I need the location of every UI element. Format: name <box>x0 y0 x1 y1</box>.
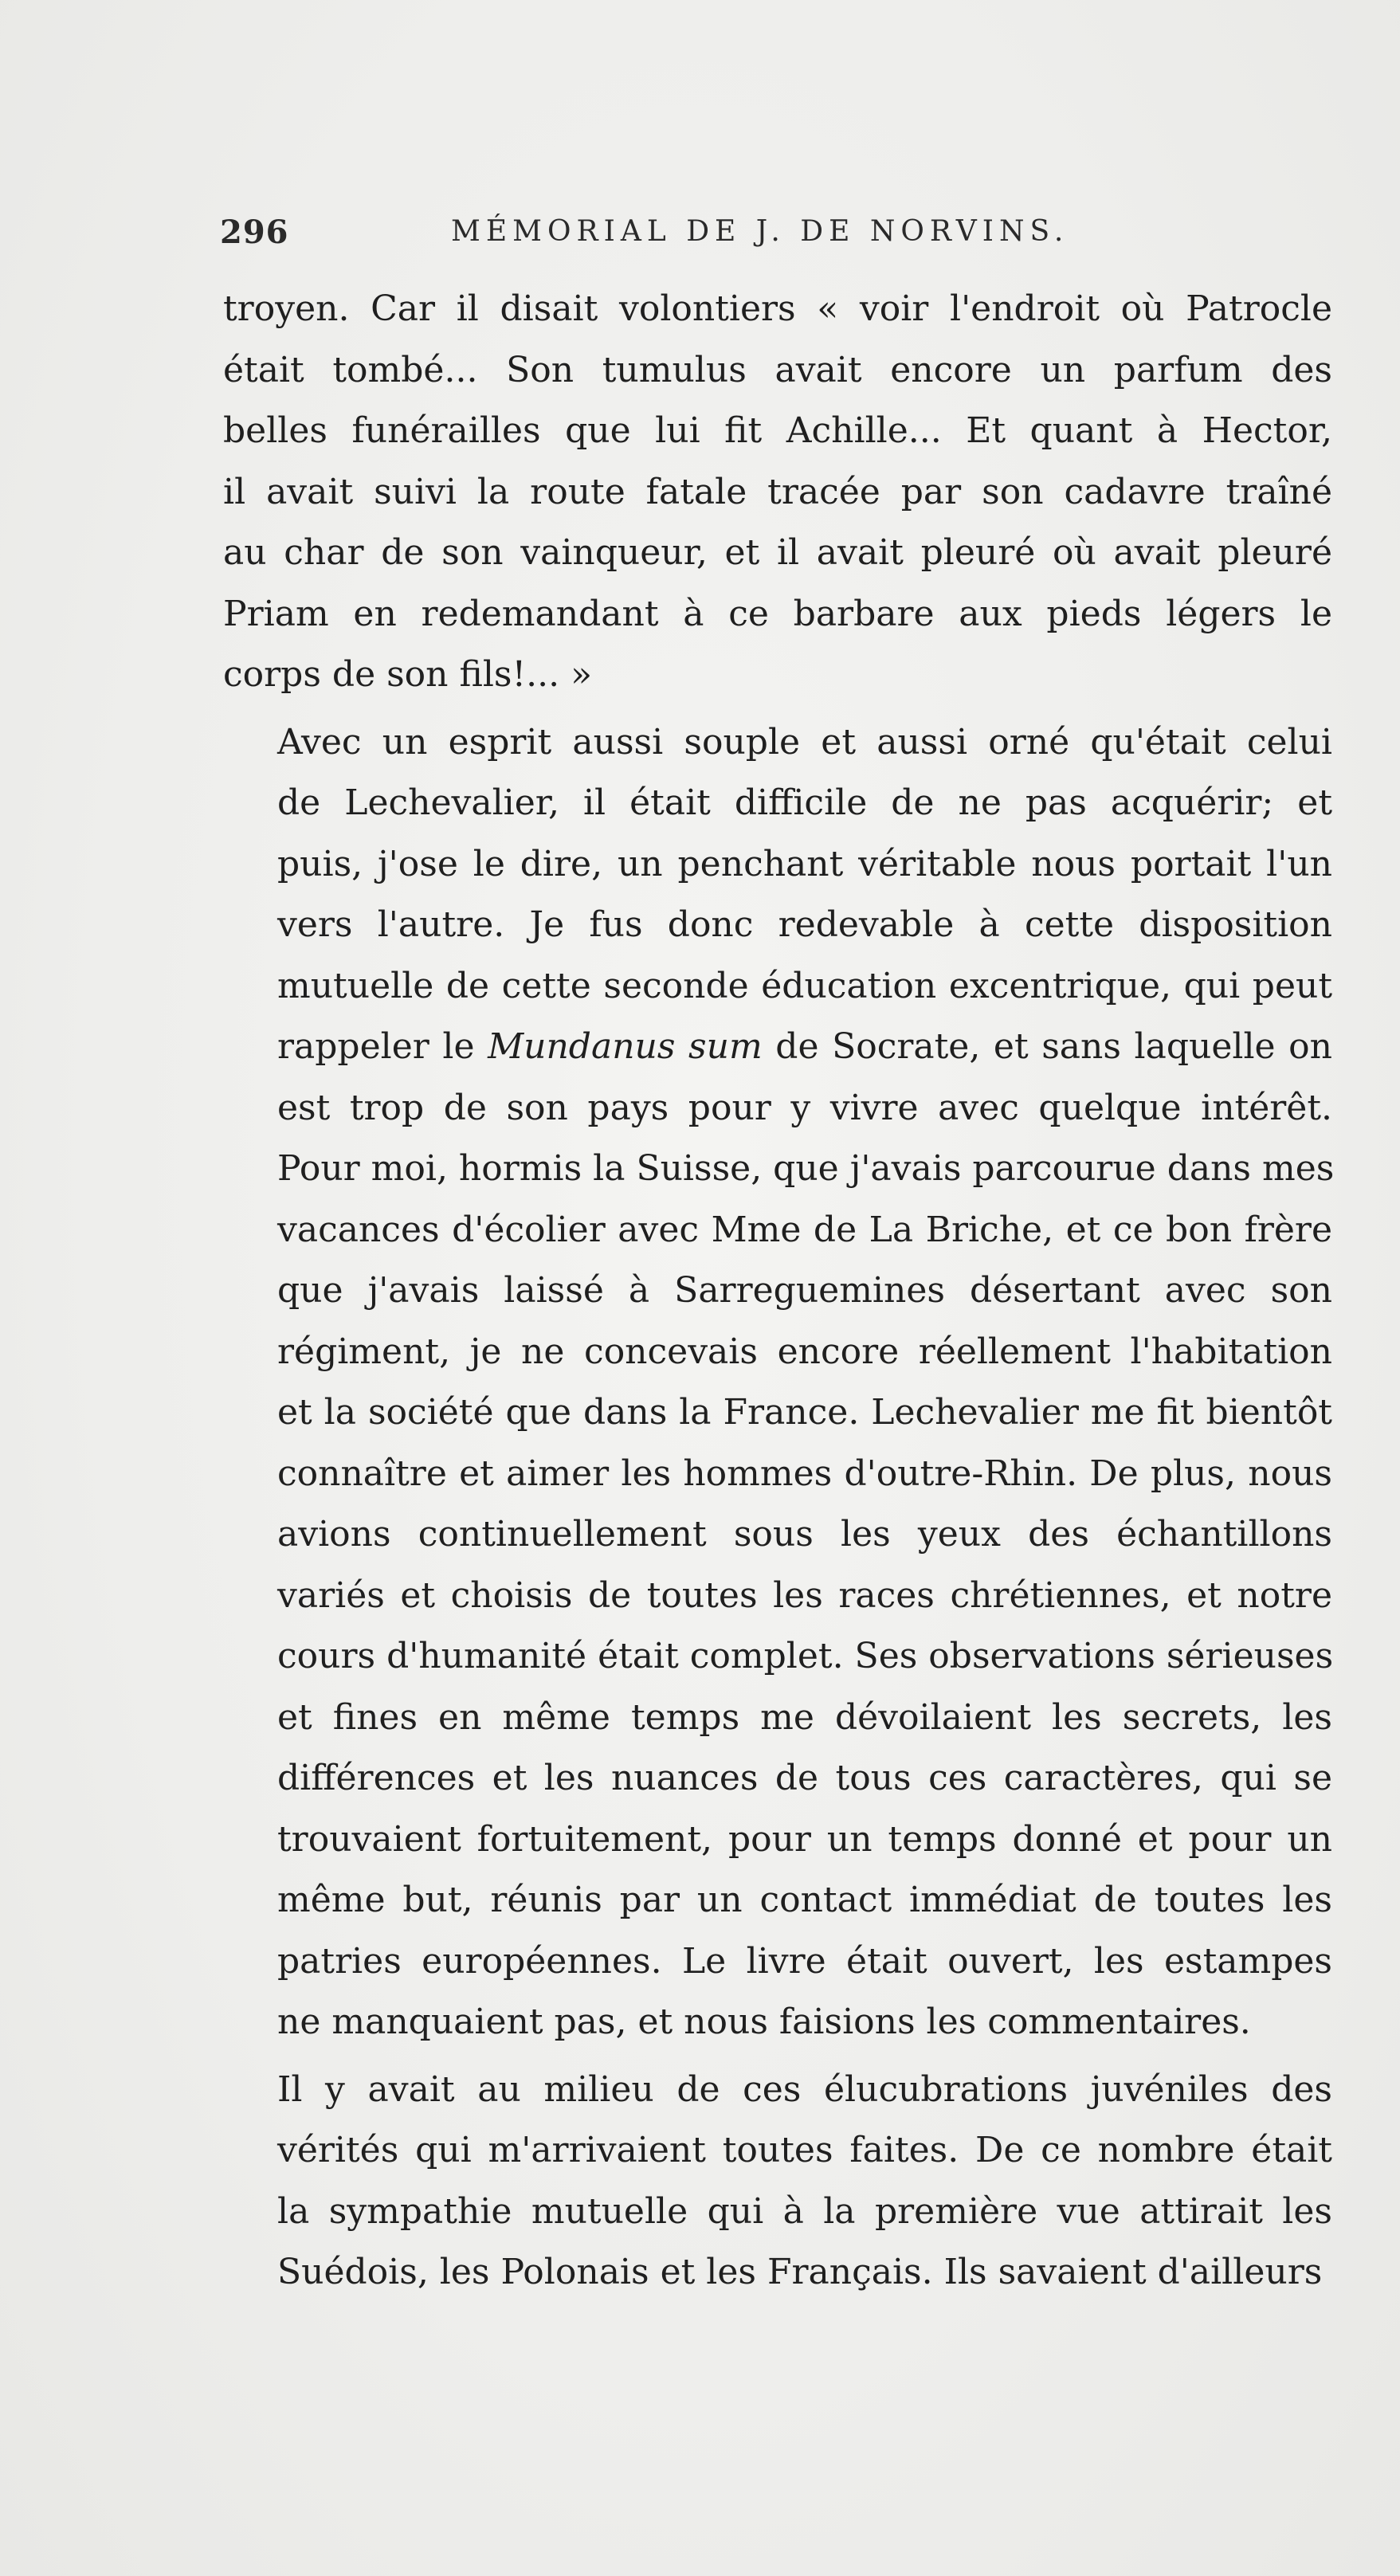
paragraph-3 <box>223 2060 1332 2304</box>
text-line: la sympathie mutuelle qui à la première vue attirait les <box>277 2190 1332 2232</box>
paragraph-gap <box>223 706 1332 712</box>
text-line: il avait suivi la route fatale tracée par son cadavre traîné <box>223 471 1332 512</box>
text-line: que j'avais laissé à Sarreguemines désertant avec son <box>277 1270 1332 1311</box>
paragraph-1 <box>223 279 1332 706</box>
text-line: patries européennes. Le livre était ouvert, les estampes <box>277 1940 1332 1982</box>
text-line: puis, j'ose le dire, un penchant véritable nous portait l'un <box>277 843 1332 884</box>
text-line: Priam en redemandant à ce barbare aux pieds légers le <box>223 593 1332 634</box>
text-line: variés et choisis de toutes les races chrétiennes, et notre <box>277 1574 1332 1616</box>
text-line: de Lechevalier, il était difficile de ne pas acquérir; et <box>277 782 1332 823</box>
text-line: Pour moi, hormis la Suisse, que j'avais parcourue dans mes <box>277 1148 1335 1189</box>
text-line: Avec un esprit aussi souple et aussi orné qu'était celui <box>277 721 1332 763</box>
text-line: trouvaient fortuitement, pour un temps donné et pour un <box>277 1818 1332 1860</box>
text-line: vacances d'écolier avec Mme de La Briche, et ce bon frère <box>277 1209 1332 1250</box>
text-line: avions continuellement sous les yeux des échantillons <box>277 1514 1332 1555</box>
text-line: même but, réunis par un contact immédiat de toutes les <box>277 1880 1332 1920</box>
paragraph-2 <box>223 712 1335 2053</box>
text-line: et la société que dans la France. Lechevalier me fit bientôt <box>277 1392 1332 1433</box>
text-line: Suédois, les Polonais et les Français. Ils savaient d'ailleurs <box>277 2252 1323 2292</box>
text-line: Il y avait au milieu de ces élucubrations juvéniles des <box>277 2068 1332 2110</box>
text-line: est trop de son pays pour y vivre avec quelque intérêt. <box>277 1087 1332 1128</box>
text-line: rappeler le Mundanus sum de Socrate, et sans laquelle on <box>277 1026 1332 1067</box>
page-header <box>220 214 1332 261</box>
running-head: MÉMORIAL DE J. DE NORVINS. <box>451 215 1069 248</box>
text-line: était tombé... Son tumulus avait encore un parfum des <box>223 349 1332 390</box>
text-line: belles funérailles que lui fit Achille... Et quant à Hector, <box>223 410 1332 451</box>
text-line: corps de son fils!... » <box>223 654 593 695</box>
text-line: et fines en même temps me dévoilaient les secrets, les <box>277 1696 1332 1738</box>
text-line: ne manquaient pas, et nous faisions les commentaires. <box>277 2002 1251 2042</box>
italic-phrase: Mundanus sum <box>488 1026 763 1067</box>
text-line: vers l'autre. Je fus donc redevable à cette disposition <box>277 904 1332 945</box>
paragraph-gap <box>223 2053 1332 2060</box>
text-line: différences et les nuances de tous ces caractères, qui se <box>277 1758 1332 1798</box>
text-line: au char de son vainqueur, et il avait pleuré où avait pleuré <box>223 532 1332 573</box>
text-line: vérités qui m'arrivaient toutes faites. De ce nombre était <box>277 2130 1332 2170</box>
text-line: connaître et aimer les hommes d'outre-Rhin. De plus, nous <box>277 1453 1332 1494</box>
text-line: troyen. Car il disait volontiers « voir l'endroit où Patrocle <box>223 288 1332 329</box>
text-line: régiment, je ne concevais encore réellement l'habitation <box>277 1331 1332 1372</box>
text-line: mutuelle de cette seconde éducation excentrique, qui peut <box>277 965 1332 1006</box>
body-text <box>223 279 1335 2304</box>
text-line: cours d'humanité était complet. Ses observations sérieuses <box>277 1636 1334 1676</box>
page-number: 296 <box>220 214 289 251</box>
